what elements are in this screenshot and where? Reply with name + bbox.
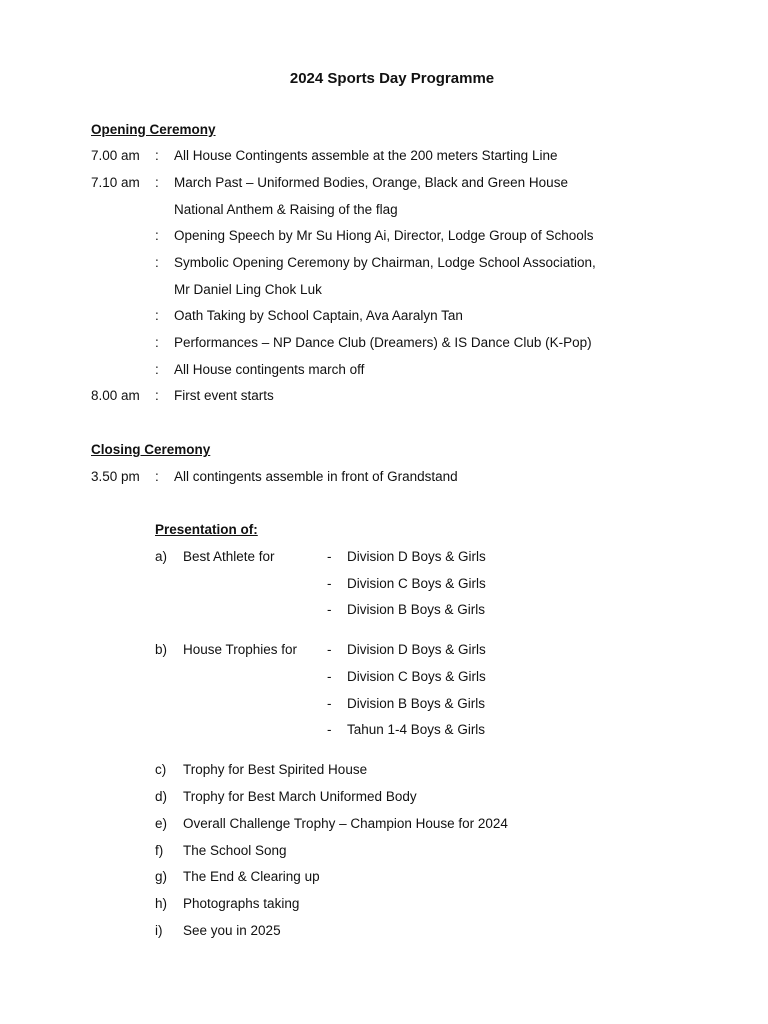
schedule-time: 8.00 am [91, 388, 140, 403]
list-dash: - [327, 696, 332, 711]
schedule-text: Mr Daniel Ling Chok Luk [174, 282, 322, 297]
list-dash: - [327, 722, 332, 737]
division-item: Division C Boys & Girls [347, 669, 486, 684]
list-letter: e) [155, 816, 168, 831]
division-item: Division C Boys & Girls [347, 576, 486, 591]
division-item: Division B Boys & Girls [347, 696, 486, 711]
list-letter: a) [155, 549, 168, 564]
schedule-text: Symbolic Opening Ceremony by Chairman, Lodge School Association, [174, 255, 596, 270]
list-letter: h) [155, 896, 168, 911]
presentation-heading: Presentation of: [155, 522, 258, 537]
division-item: Tahun 1-4 Boys & Girls [347, 722, 486, 737]
schedule-text: Opening Speech by Mr Su Hiong Ai, Director, Lodge Group of Schools [174, 228, 594, 243]
list-dash: - [327, 549, 332, 564]
schedule-colon: : [155, 148, 159, 163]
award-label: House Trophies for [183, 642, 298, 657]
list-item: Trophy for Best Spirited House [183, 762, 368, 777]
list-item: Trophy for Best March Uniformed Body [183, 789, 417, 804]
list-letter: d) [155, 789, 168, 804]
page-title: 2024 Sports Day Programme [289, 70, 495, 87]
list-dash: - [327, 669, 332, 684]
schedule-colon: : [155, 388, 159, 403]
list-item: See you in 2025 [183, 923, 281, 938]
division-item: Division B Boys & Girls [347, 602, 486, 617]
schedule-text: Oath Taking by School Captain, Ava Aaralyn Tan [174, 308, 463, 323]
schedule-colon: : [155, 228, 159, 243]
schedule-time: 7.00 am [91, 148, 140, 163]
closing-ceremony-heading: Closing Ceremony [91, 442, 211, 457]
list-dash: - [327, 602, 332, 617]
division-item: Division D Boys & Girls [347, 642, 486, 657]
schedule-text: First event starts [174, 388, 274, 403]
award-label: Best Athlete for [183, 549, 275, 564]
list-letter: f) [155, 843, 164, 858]
schedule-colon: : [155, 255, 159, 270]
schedule-time: 3.50 pm [91, 469, 140, 484]
schedule-colon: : [155, 335, 159, 350]
list-item: The End & Clearing up [183, 869, 320, 884]
list-dash: - [327, 576, 332, 591]
division-item: Division D Boys & Girls [347, 549, 486, 564]
list-letter: g) [155, 869, 168, 884]
schedule-text: Performances – NP Dance Club (Dreamers) & IS Dance Club (K-Pop) [174, 335, 592, 350]
schedule-time: 7.10 am [91, 175, 140, 190]
list-dash: - [327, 642, 332, 657]
schedule-colon: : [155, 469, 159, 484]
schedule-text: All contingents assemble in front of Grandstand [174, 469, 458, 484]
list-item: The School Song [183, 843, 287, 858]
list-letter: c) [155, 762, 167, 777]
schedule-text: National Anthem & Raising of the flag [174, 202, 398, 217]
schedule-colon: : [155, 362, 159, 377]
list-item: Photographs taking [183, 896, 300, 911]
schedule-colon: : [155, 175, 159, 190]
list-letter: b) [155, 642, 168, 657]
schedule-colon: : [155, 308, 159, 323]
schedule-text: All House Contingents assemble at the 200 meters Starting Line [174, 148, 558, 163]
list-item: Overall Challenge Trophy – Champion House for 2024 [183, 816, 508, 831]
schedule-text: All House contingents march off [174, 362, 365, 377]
list-letter: i) [155, 923, 163, 938]
opening-ceremony-heading: Opening Ceremony [91, 122, 216, 137]
schedule-text: March Past – Uniformed Bodies, Orange, Black and Green House [174, 175, 568, 190]
